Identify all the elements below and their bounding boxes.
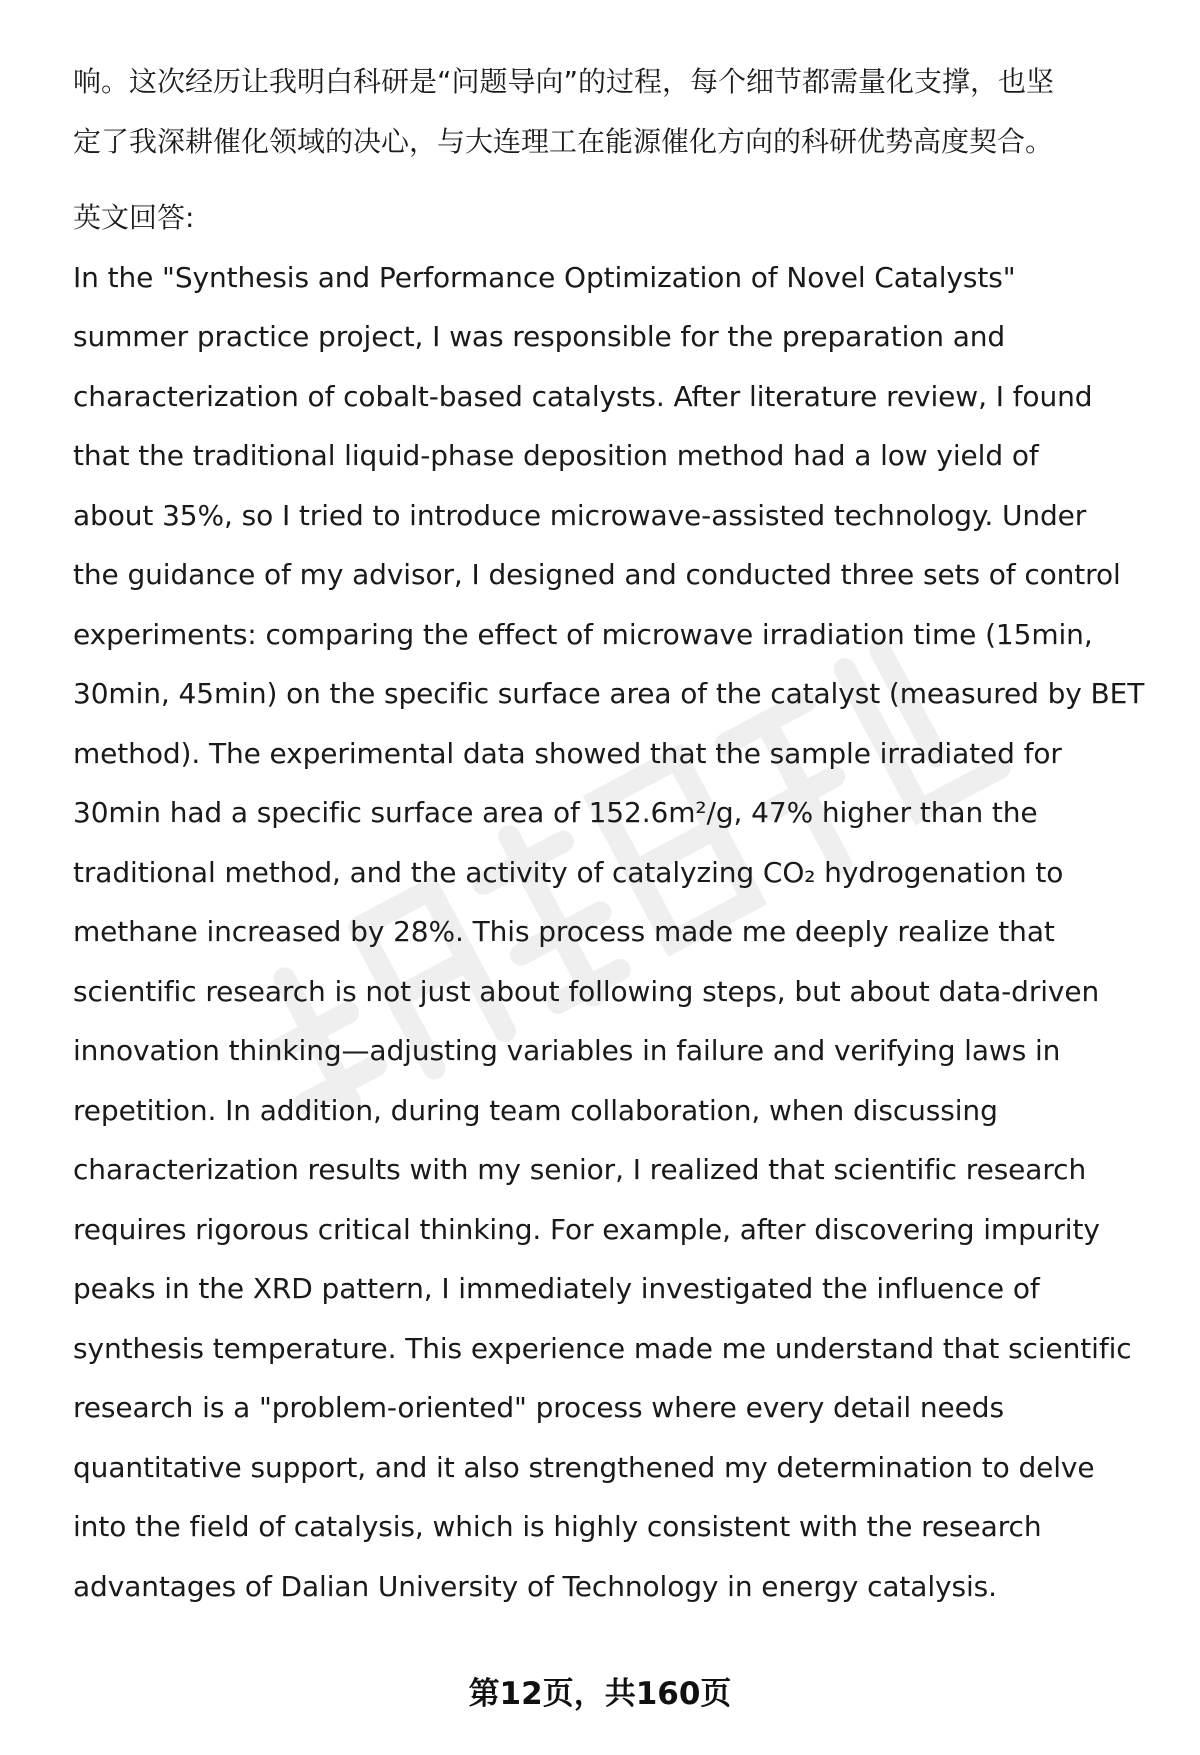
english-line: research is a "problem-oriented" process where every detail needs bbox=[73, 1391, 1004, 1424]
english-line: characterization of cobalt-based catalysts. After literature review, I found bbox=[73, 379, 1093, 413]
english-line: scientific research is not just about following steps, but about data-driven bbox=[73, 974, 1100, 1008]
english-line: experiments: comparing the effect of microwave irradiation time (15min, bbox=[73, 617, 1093, 651]
english-line: 30min, 45min) on the specific surface area of the catalyst (measured by BET bbox=[73, 677, 1145, 710]
content-area bbox=[73, 52, 1153, 1616]
english-line: summer practice project, I was responsible for the preparation and bbox=[73, 320, 1006, 353]
english-line: repetition. In addition, during team collaboration, when discussing bbox=[73, 1093, 998, 1127]
english-line: method). The experimental data showed that the sample irradiated for bbox=[73, 736, 1062, 770]
chinese-line: 定了我深耕催化领域的决心，与大连理工在能源催化方向的科研优势高度契合。 bbox=[73, 124, 1054, 158]
english-answer-paragraph bbox=[73, 248, 1153, 1617]
english-line: methane increased by 28%. This process made me deeply realize that bbox=[73, 915, 1055, 948]
chinese-paragraph bbox=[73, 52, 1153, 171]
english-line: innovation thinking—adjusting variables in failure and verifying laws in bbox=[73, 1034, 1061, 1067]
chinese-line: 响。这次经历让我明白科研是“问题导向”的过程，每个细节都需量化支撑，也坚 bbox=[73, 65, 1055, 98]
english-line: In the "Synthesis and Performance Optimization of Novel Catalysts" bbox=[73, 260, 1016, 294]
english-line: characterization results with my senior, I realized that scientific research bbox=[73, 1153, 1087, 1186]
english-line: advantages of Dalian University of Technology in energy catalysis. bbox=[73, 1569, 997, 1603]
english-line: into the field of catalysis, which is highly consistent with the research bbox=[73, 1510, 1042, 1543]
english-line: about 35%, so I tried to introduce microwave-assisted technology. Under bbox=[73, 498, 1087, 532]
english-line: that the traditional liquid-phase deposition method had a low yield of bbox=[73, 439, 1039, 472]
english-line: requires rigorous critical thinking. For example, after discovering impurity bbox=[73, 1212, 1100, 1246]
english-line: 30min had a specific surface area of 152.6m²/g, 47% higher than the bbox=[73, 796, 1038, 829]
english-line: traditional method, and the activity of catalyzing CO₂ hydrogenation to bbox=[73, 855, 1064, 889]
english-answer-heading: 英文回答: bbox=[73, 201, 195, 234]
english-line: quantitative support, and it also strengthened my determination to delve bbox=[73, 1450, 1095, 1484]
page-number-footer: 第12页，共160页 bbox=[468, 1676, 732, 1712]
english-line: the guidance of my advisor, I designed and conducted three sets of control bbox=[73, 558, 1121, 591]
english-line: synthesis temperature. This experience made me understand that scientific bbox=[73, 1331, 1132, 1365]
english-line: peaks in the XRD pattern, I immediately investigated the influence of bbox=[73, 1272, 1040, 1305]
